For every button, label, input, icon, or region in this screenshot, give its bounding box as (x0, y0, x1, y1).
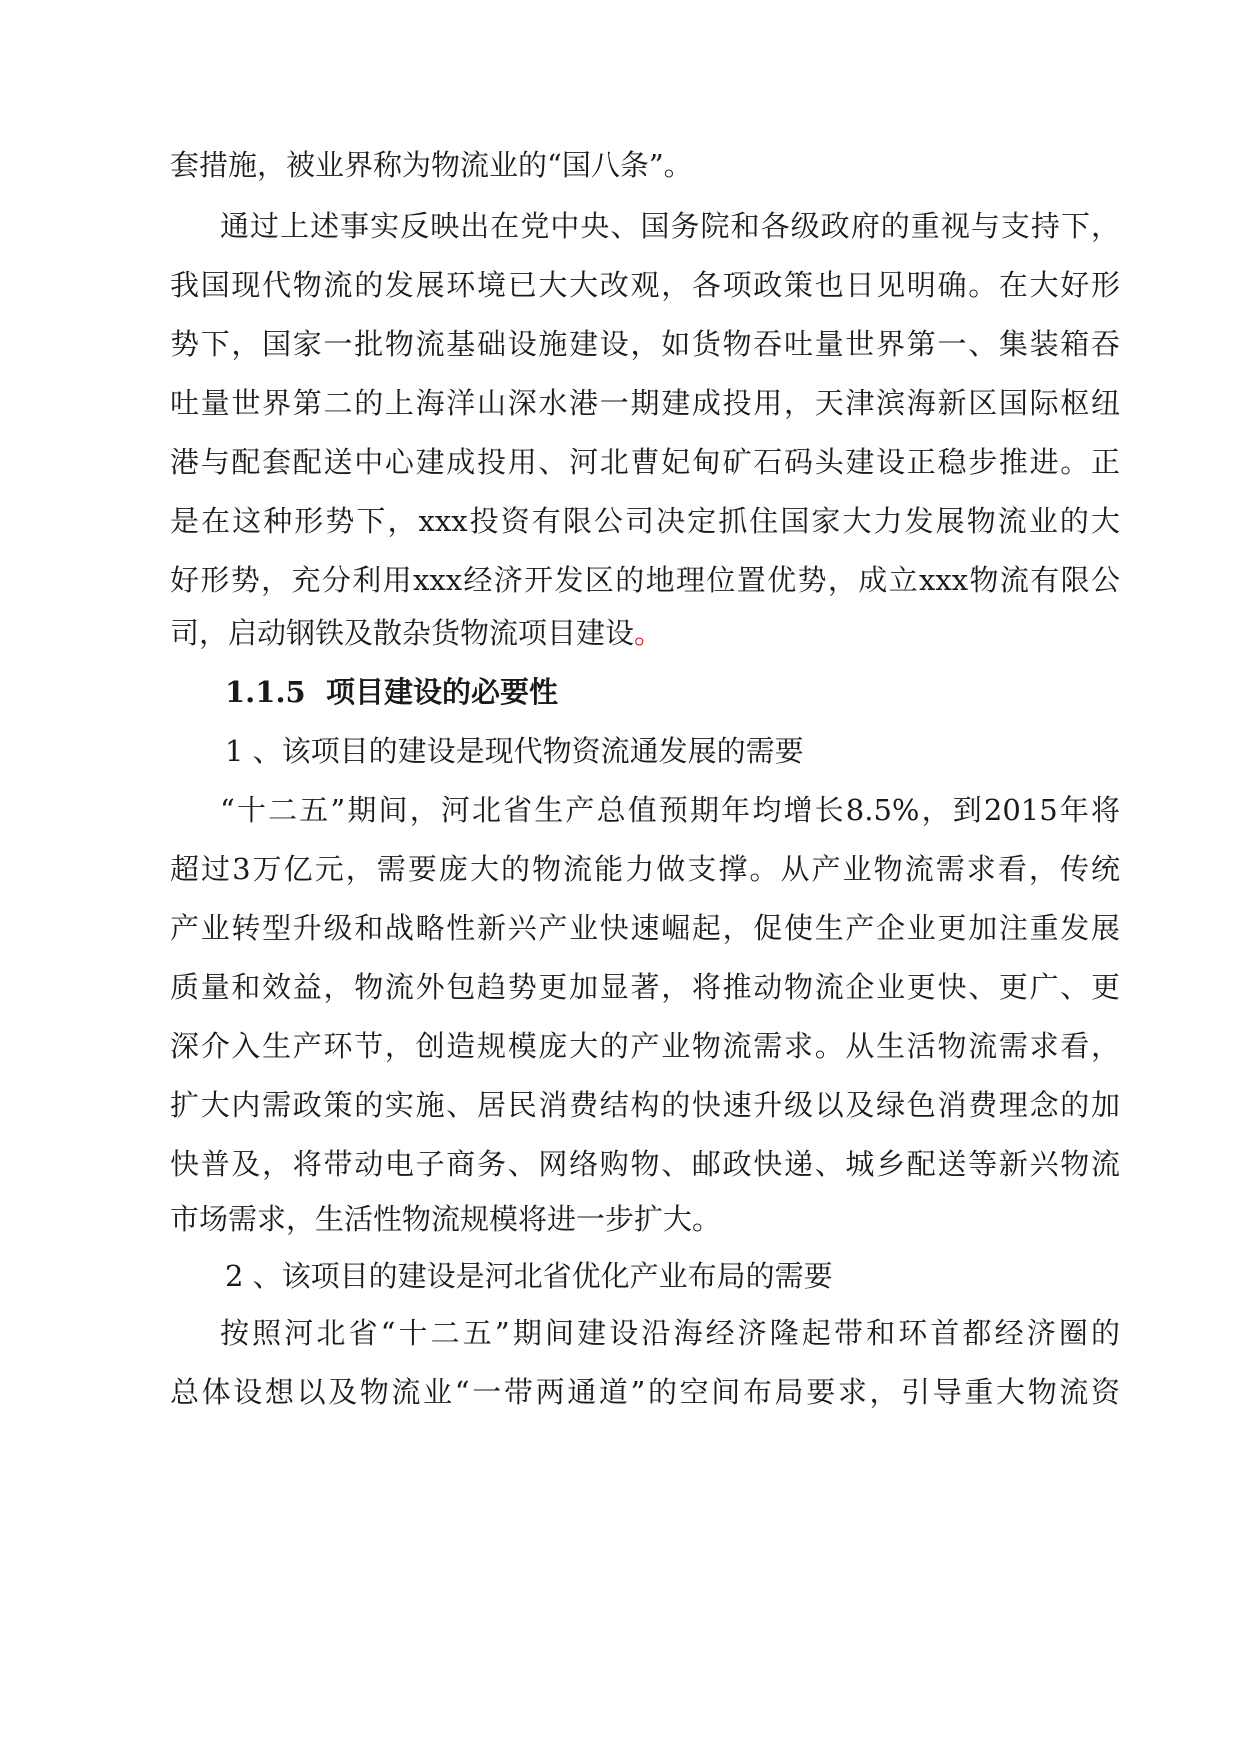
paragraph-line: 超过3万亿元，需要庞大的物流能力做支撑。从产业物流需求看，传统 (170, 852, 1120, 886)
section-heading (225, 672, 1175, 712)
paragraph-line: 我国现代物流的发展环境已大大改观，各项政策也日见明确。在大好形 (170, 268, 1120, 302)
item-heading: 2 、该项目的建设是河北省优化产业布局的需要 (225, 1259, 833, 1293)
paragraph-line: 是在这种形势下，xxx投资有限公司决定抓住国家大力发展物流业的大 (170, 504, 1120, 538)
paragraph-line: 总体设想以及物流业“一带两通道”的空间布局要求，引导重大物流资 (170, 1375, 1120, 1409)
paragraph-line: 势下，国家一批物流基础设施建设，如货物吞吐量世界第一、集装箱吞 (170, 327, 1120, 361)
paragraph-line: 通过上述事实反映出在党中央、国务院和各级政府的重视与支持下， (220, 209, 1120, 243)
section-title: 项目建设的必要性 (325, 675, 558, 709)
paragraph-line (170, 613, 1120, 653)
paragraph-line: 扩大内需政策的实施、居民消费结构的快速升级以及绿色消费理念的加 (170, 1088, 1120, 1122)
paragraph-line: 港与配套配送中心建成投用、河北曹妃甸矿石码头建设正稳步推进。正 (170, 445, 1120, 479)
paragraph-line: 质量和效益，物流外包趋势更加显著，将推动物流企业更快、更广、更 (170, 970, 1120, 1004)
item-heading: 1 、该项目的建设是现代物资流通发展的需要 (225, 734, 804, 768)
paragraph-end-mark: 。 (634, 616, 664, 650)
paragraph-line: 产业转型升级和战略性新兴产业快速崛起，促使生产企业更加注重发展 (170, 911, 1120, 945)
paragraph-line: 按照河北省“十二五”期间建设沿海经济隆起带和环首都经济圈的 (220, 1316, 1120, 1350)
paragraph-line: 好形势，充分利用xxx经济开发区的地理位置优势，成立xxx物流有限公 (170, 563, 1120, 597)
paragraph-text: 司，启动钢铁及散杂货物流项目建设 (170, 616, 635, 650)
paragraph-line: 套措施，被业界称为物流业的“国八条”。 (170, 148, 693, 182)
paragraph-line: 快普及，将带动电子商务、网络购物、邮政快递、城乡配送等新兴物流 (170, 1147, 1120, 1181)
section-number: 1.1.5 (225, 675, 306, 709)
paragraph-line: “十二五”期间，河北省生产总值预期年均增长8.5%，到2015年将 (220, 793, 1120, 827)
paragraph-line: 深介入生产环节，创造规模庞大的产业物流需求。从生活物流需求看， (170, 1029, 1120, 1063)
paragraph-line: 市场需求，生活性物流规模将进一步扩大。 (170, 1202, 722, 1236)
paragraph-line: 吐量世界第二的上海洋山深水港一期建成投用，天津滨海新区国际枢纽 (170, 386, 1120, 420)
